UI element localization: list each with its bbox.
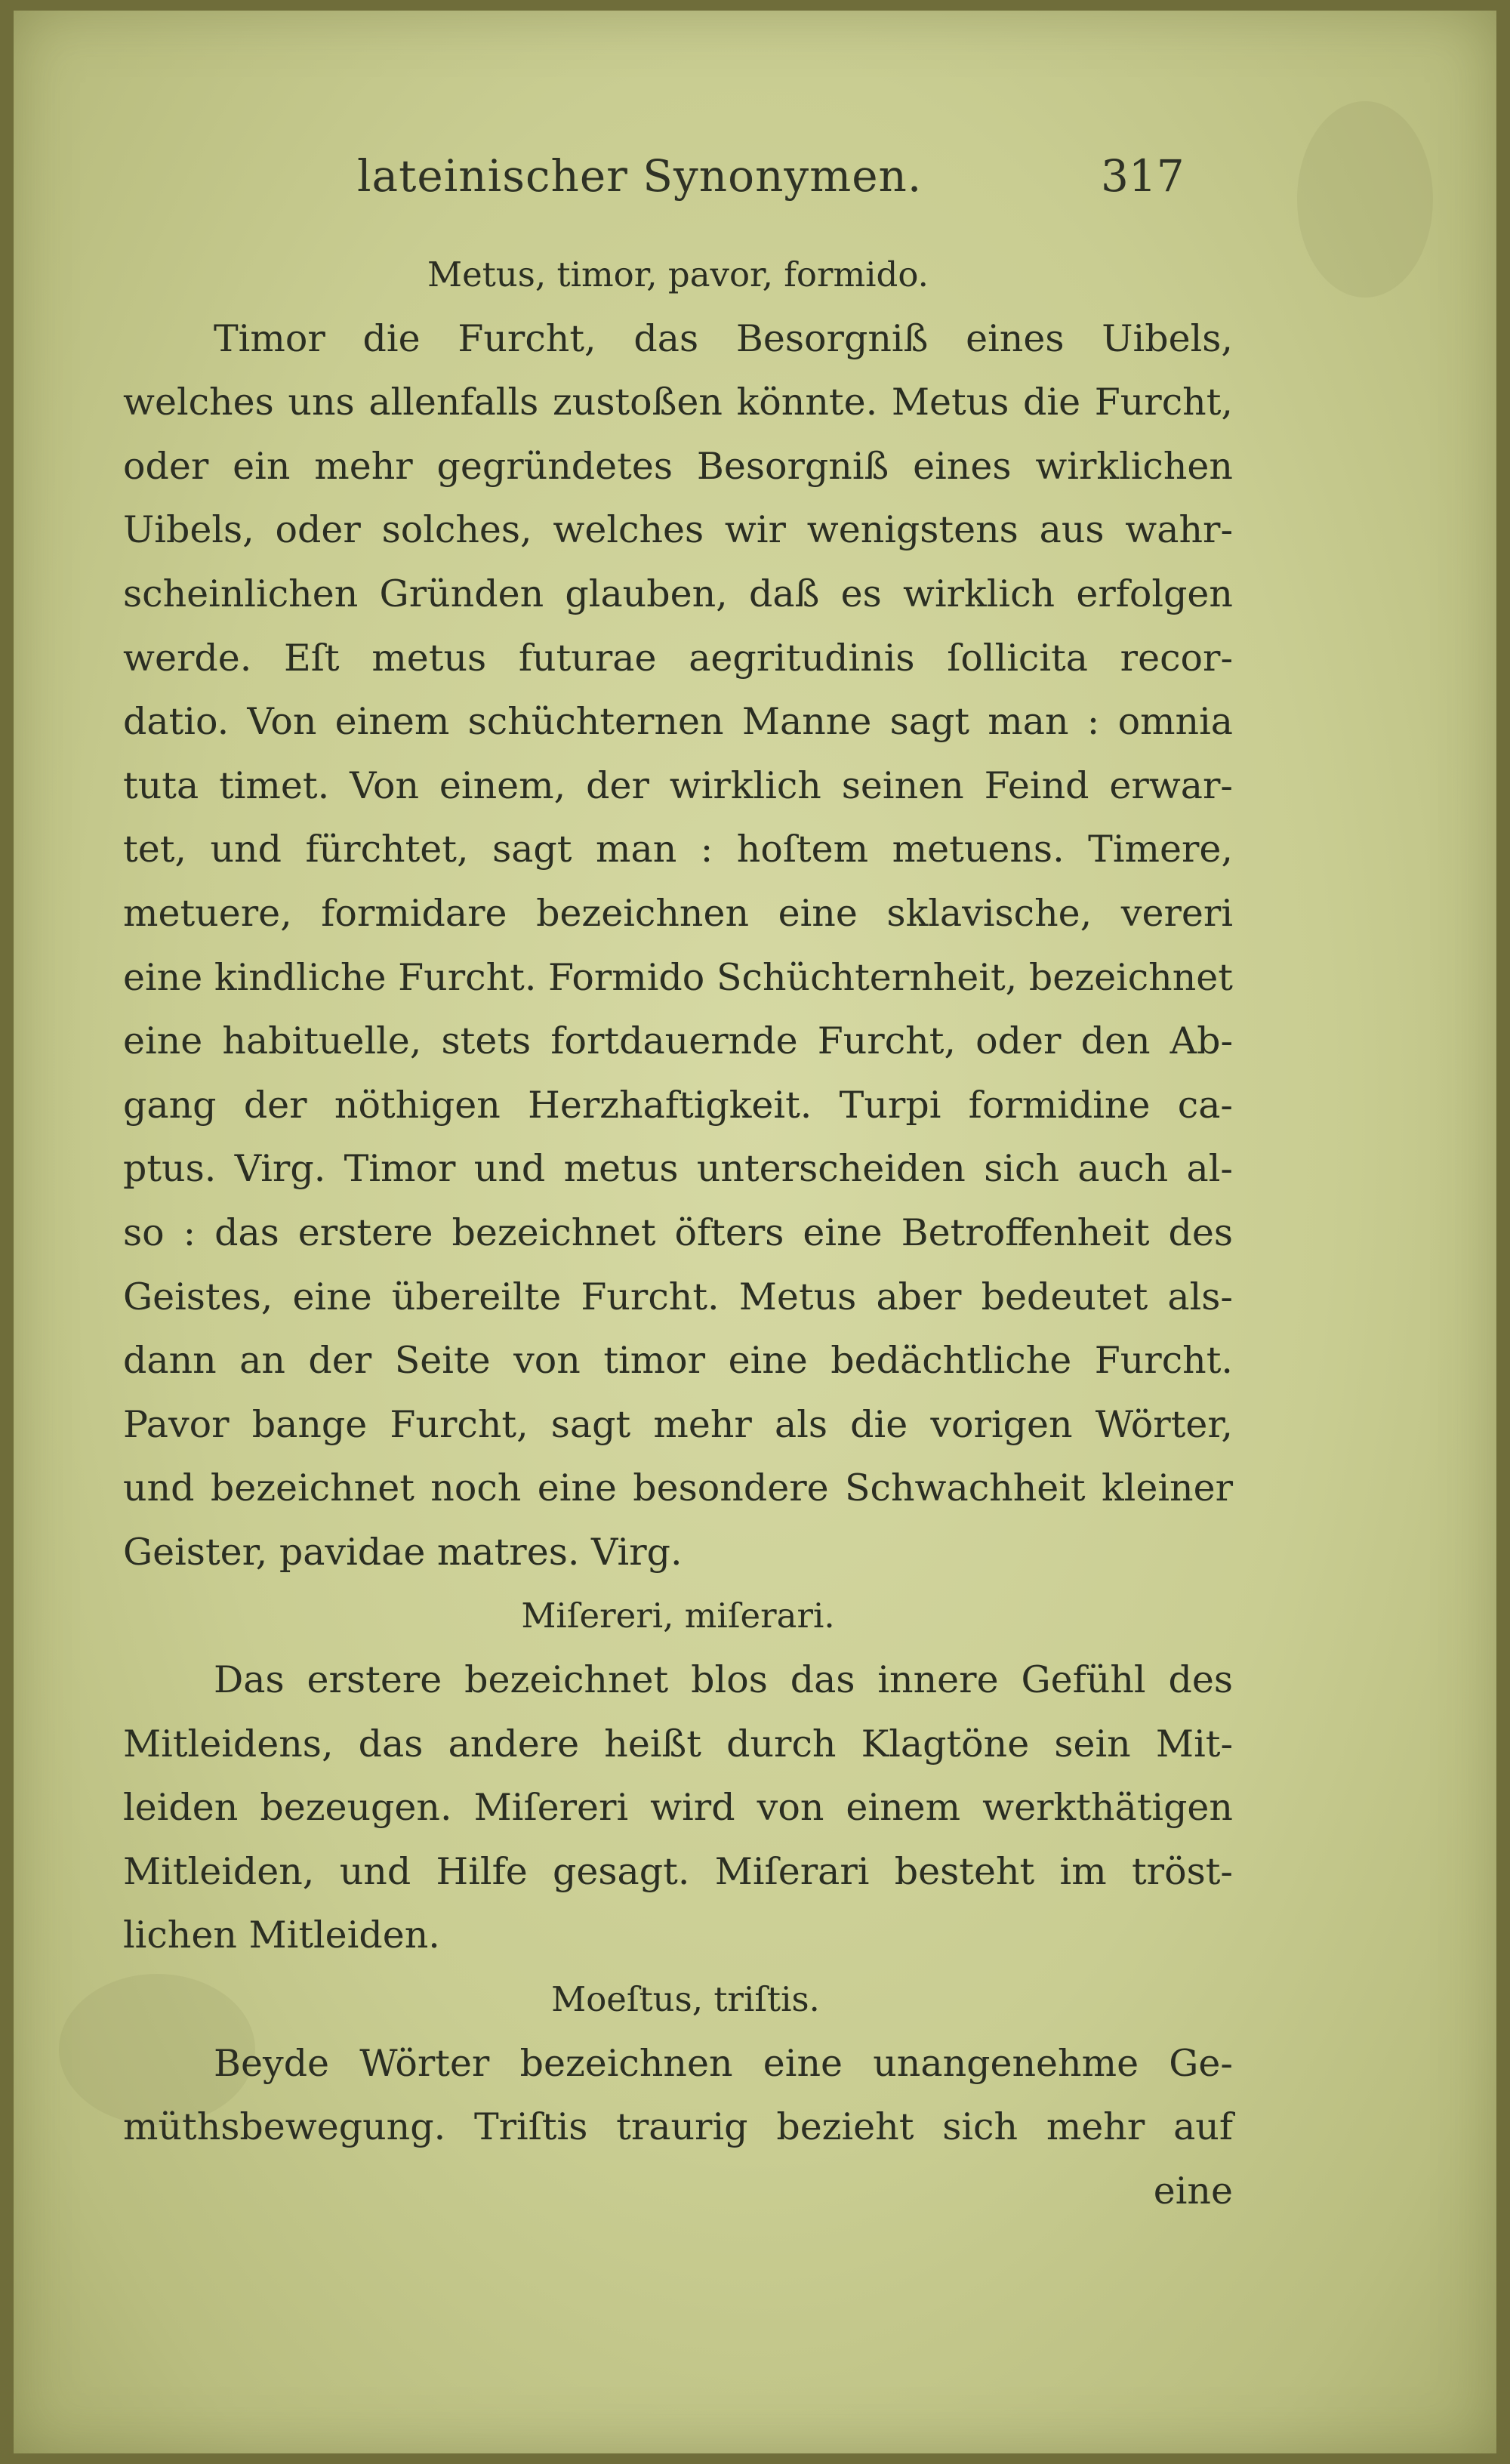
book-page bbox=[14, 11, 1496, 2453]
text-line: gang der nöthigen Herzhaftigkeit. Turpi formidine ca- bbox=[123, 1083, 1233, 1127]
text-line: datio. Von einem schüchternen Manne sagt man : omnia bbox=[123, 700, 1233, 744]
text-line: eine habituelle, stets fortdauernde Furcht, oder den Ab- bbox=[123, 1019, 1233, 1063]
page-header bbox=[14, 135, 1496, 203]
text-line: Uibels, oder solches, welches wir wenigstens aus wahr- bbox=[123, 508, 1233, 552]
text-line: lichen Mitleiden. bbox=[123, 1914, 440, 1957]
text-line: Timor die Furcht, das Besorgniß eines Uibels, bbox=[214, 316, 1233, 360]
text-line: ptus. Virg. Timor und metus unterscheiden sich auch al- bbox=[123, 1147, 1233, 1191]
text-line: tuta timet. Von einem, der wirklich seinen Feind erwar- bbox=[123, 763, 1233, 807]
text-line: Beyde Wörter bezeichnen eine unangenehme Ge- bbox=[214, 2041, 1233, 2085]
text-line: dann an der Seite von timor eine bedächtliche Furcht. bbox=[123, 1339, 1233, 1383]
text-line: Mitleiden, und Hilfe gesagt. Miſerari besteht im tröst- bbox=[123, 1849, 1233, 1893]
text-line: oder ein mehr gegründetes Besorgniß eines wirklichen bbox=[123, 444, 1233, 488]
page-number: 317 bbox=[1101, 150, 1185, 202]
section-heading: Metus, timor, pavor, formido. bbox=[427, 254, 929, 295]
text-line: leiden bezeugen. Miſereri wird von einem werkthätigen bbox=[123, 1786, 1233, 1830]
text-line: so : das erstere bezeichnet öfters eine Betroffenheit des bbox=[123, 1210, 1233, 1254]
text-line: eine kindliche Furcht. Formido Schüchternheit, bezeichnet bbox=[123, 955, 1233, 999]
text-line: müthsbewegung. Triſtis traurig bezieht sich mehr auf bbox=[123, 2105, 1233, 2149]
text-line: werde. Eſt metus futurae aegritudinis ſollicita recor- bbox=[123, 636, 1233, 680]
text-line: scheinlichen Gründen glauben, daß es wirklich erfolgen bbox=[123, 572, 1233, 615]
text-line: Geistes, eine übereilte Furcht. Metus aber bedeutet als- bbox=[123, 1275, 1233, 1318]
section-heading: Moeſtus, triſtis. bbox=[551, 1979, 820, 2020]
text-line: tet, und fürchtet, sagt man : hoſtem metuens. Timere, bbox=[123, 828, 1233, 871]
text-line: Das erstere bezeichnet blos das innere Gefühl des bbox=[214, 1658, 1233, 1702]
section-heading: Miſereri, miſerari. bbox=[521, 1596, 835, 1636]
text-line: Pavor bange Furcht, sagt mehr als die vorigen Wörter, bbox=[123, 1402, 1233, 1446]
text-line: metuere, formidare bezeichnen eine sklavische, vereri bbox=[123, 891, 1233, 935]
catchword: eine bbox=[1153, 2169, 1233, 2213]
body-text bbox=[123, 243, 1233, 2223]
text-line: und bezeichnet noch eine besondere Schwachheit kleiner bbox=[123, 1466, 1233, 1510]
text-line: Mitleidens, das andere heißt durch Klagtöne sein Mit- bbox=[123, 1722, 1233, 1766]
text-line: Geister, pavidae matres. Virg. bbox=[123, 1530, 683, 1574]
running-head: lateinischer Synonymen. bbox=[357, 150, 923, 202]
text-line: welches uns allenfalls zustoßen könnte. Metus die Furcht, bbox=[123, 381, 1233, 424]
